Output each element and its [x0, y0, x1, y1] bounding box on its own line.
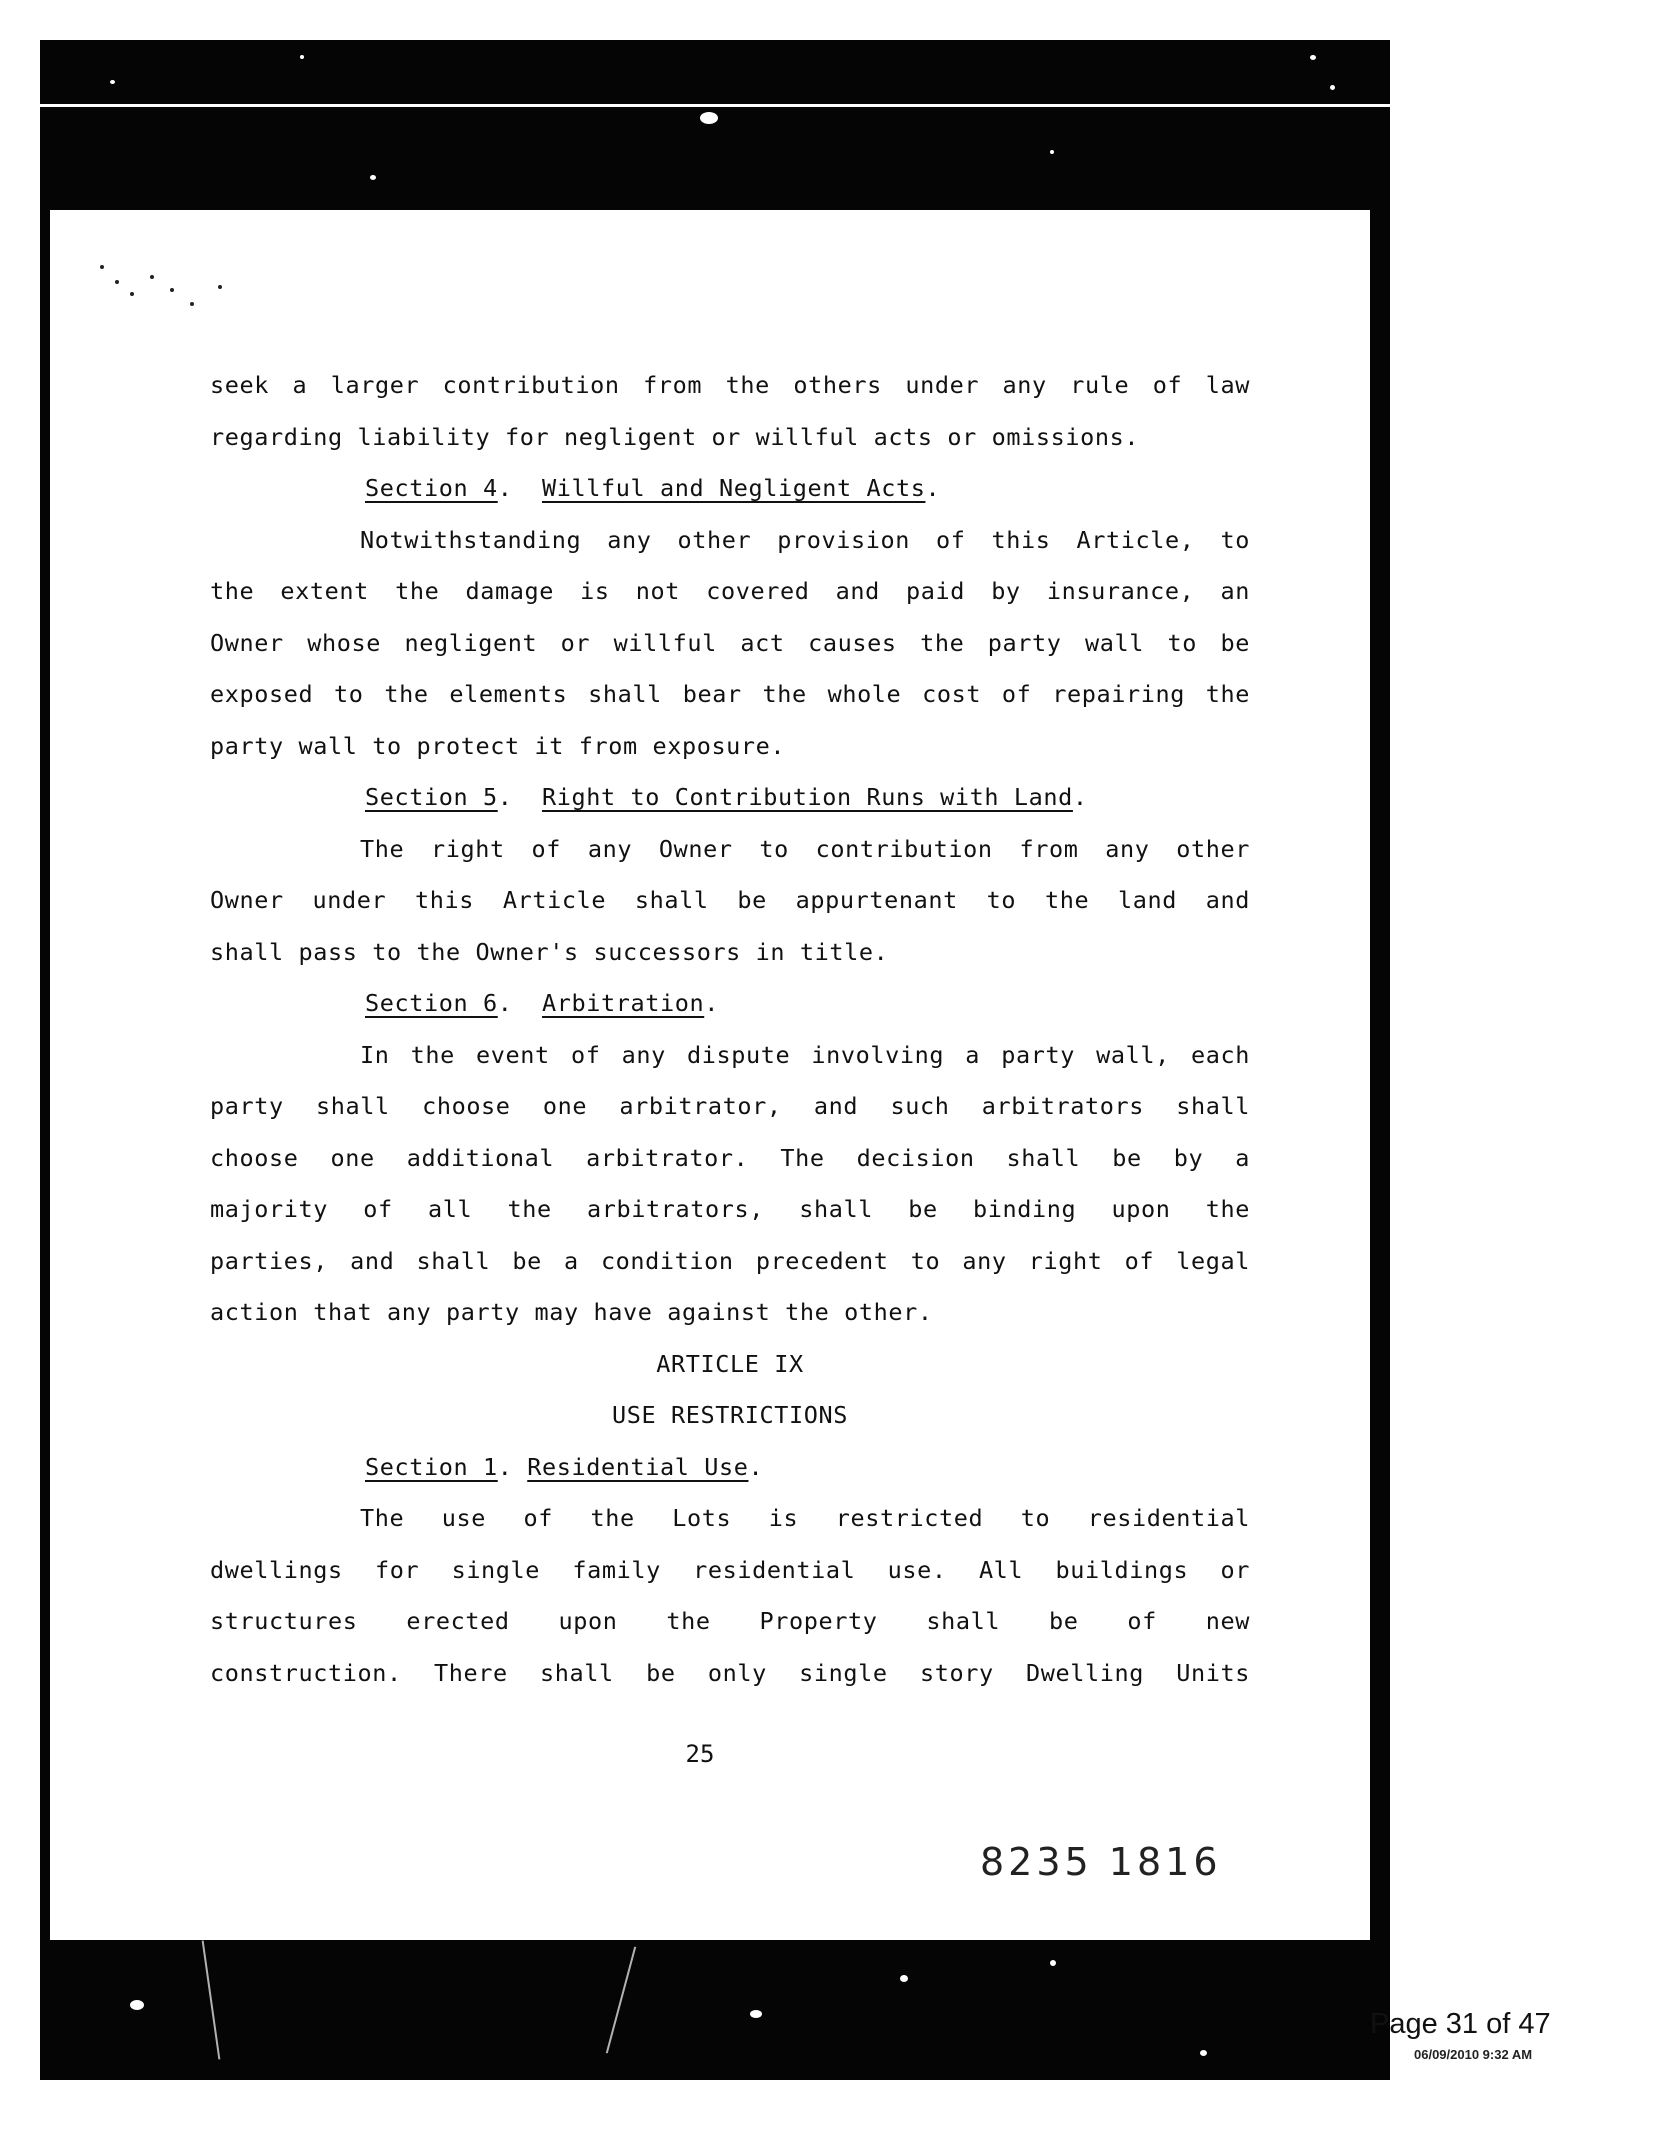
scan-speck	[300, 55, 304, 59]
timestamp: 06/09/2010 9:32 AM	[1414, 2047, 1533, 2062]
text-line: choose one additional arbitrator. The decision shall be by a	[210, 1143, 1250, 1172]
scan-speck	[750, 2010, 762, 2018]
scan-speck	[900, 1975, 908, 1982]
text-line: dwellings for single family residential use. All buildings or	[210, 1555, 1250, 1584]
text-line: The use of the Lots is restricted to residential	[360, 1504, 1250, 1532]
paragraph-arbitration	[210, 1030, 1250, 1339]
document-body	[210, 360, 1250, 1699]
section-label: Section 4	[365, 474, 498, 502]
text-line: parties, and shall be a condition precedent to any right of legal	[210, 1246, 1250, 1275]
article-heading: ARTICLE IX	[656, 1349, 804, 1378]
scan-speck	[1050, 150, 1054, 154]
scan-speck	[130, 2000, 144, 2010]
text-line: construction. There shall be only single story Dwelling Units	[210, 1658, 1250, 1687]
scan-speck	[110, 80, 115, 84]
text-line: party shall choose one arbitrator, and such arbitrators shall	[210, 1092, 1250, 1120]
scan-dot	[190, 302, 194, 306]
scan-dot	[150, 275, 154, 279]
text-line: In the event of any dispute involving a party wall, each	[360, 1040, 1250, 1069]
section-label: Section 1	[365, 1452, 498, 1481]
paragraph-residential-use	[210, 1493, 1250, 1699]
text-line: structures erected upon the Property shall be of new	[210, 1607, 1250, 1635]
section-title: Arbitration	[541, 989, 705, 1017]
scan-dot	[218, 285, 222, 289]
scan-speck	[1200, 2050, 1207, 2056]
book-page-stamp: 8235 1816	[980, 1840, 1222, 1884]
section-4-heading: Section 4. Willful and Negligent Acts.	[365, 474, 941, 502]
section-5-heading: Section 5. Right to Contribution Runs with Land.	[365, 783, 1088, 811]
scan-dot	[100, 265, 104, 269]
text-line: regarding liability for negligent or willful acts or omissions.	[210, 422, 1140, 451]
paragraph-willful-acts	[210, 515, 1250, 773]
text-line: majority of all the arbitrators, shall be binding upon the	[210, 1195, 1250, 1223]
article-subheading: USE RESTRICTIONS	[612, 1401, 848, 1429]
section-1-heading: Section 1. Residential Use.	[365, 1452, 764, 1481]
section-6-heading: Section 6. Arbitration.	[365, 989, 719, 1017]
text-line: The right of any Owner to contribution from any other	[360, 834, 1250, 863]
page-counter: Page 31 of 47	[1370, 2008, 1551, 2040]
text-line: Owner under this Article shall be appurtenant to the land and	[210, 886, 1250, 914]
paragraph-liability	[210, 360, 1250, 463]
text-line: party wall to protect it from exposure.	[210, 731, 786, 760]
page-number: 25	[685, 1740, 715, 1768]
text-line: action that any party may have against the other.	[210, 1298, 933, 1326]
scan-dot	[130, 292, 134, 296]
scan-dot	[170, 288, 174, 292]
text-line: seek a larger contribution from the others under any rule of law	[210, 371, 1250, 399]
scan-dot	[115, 280, 119, 284]
section-title: Willful and Negligent Acts	[541, 474, 926, 502]
section-label: Section 5	[365, 783, 498, 811]
section-title: Right to Contribution Runs with Land	[541, 783, 1073, 811]
scan-speck	[700, 112, 718, 124]
text-line: shall pass to the Owner's successors in title.	[210, 937, 889, 966]
paragraph-contribution	[210, 824, 1250, 979]
text-line: exposed to the elements shall bear the whole cost of repairing the	[210, 680, 1250, 708]
scan-speck	[1050, 1960, 1056, 1966]
text-line: Notwithstanding any other provision of this Article, to	[360, 525, 1250, 554]
scan-top-rule	[40, 104, 1390, 107]
text-line: the extent the damage is not covered and paid by insurance, an	[210, 577, 1250, 605]
scan-speck	[1310, 55, 1316, 60]
section-label: Section 6	[365, 989, 498, 1017]
section-title: Residential Use	[527, 1452, 749, 1481]
scan-speck	[370, 175, 376, 180]
scan-speck	[1330, 85, 1335, 90]
text-line: Owner whose negligent or willful act causes the party wall to be	[210, 628, 1250, 657]
